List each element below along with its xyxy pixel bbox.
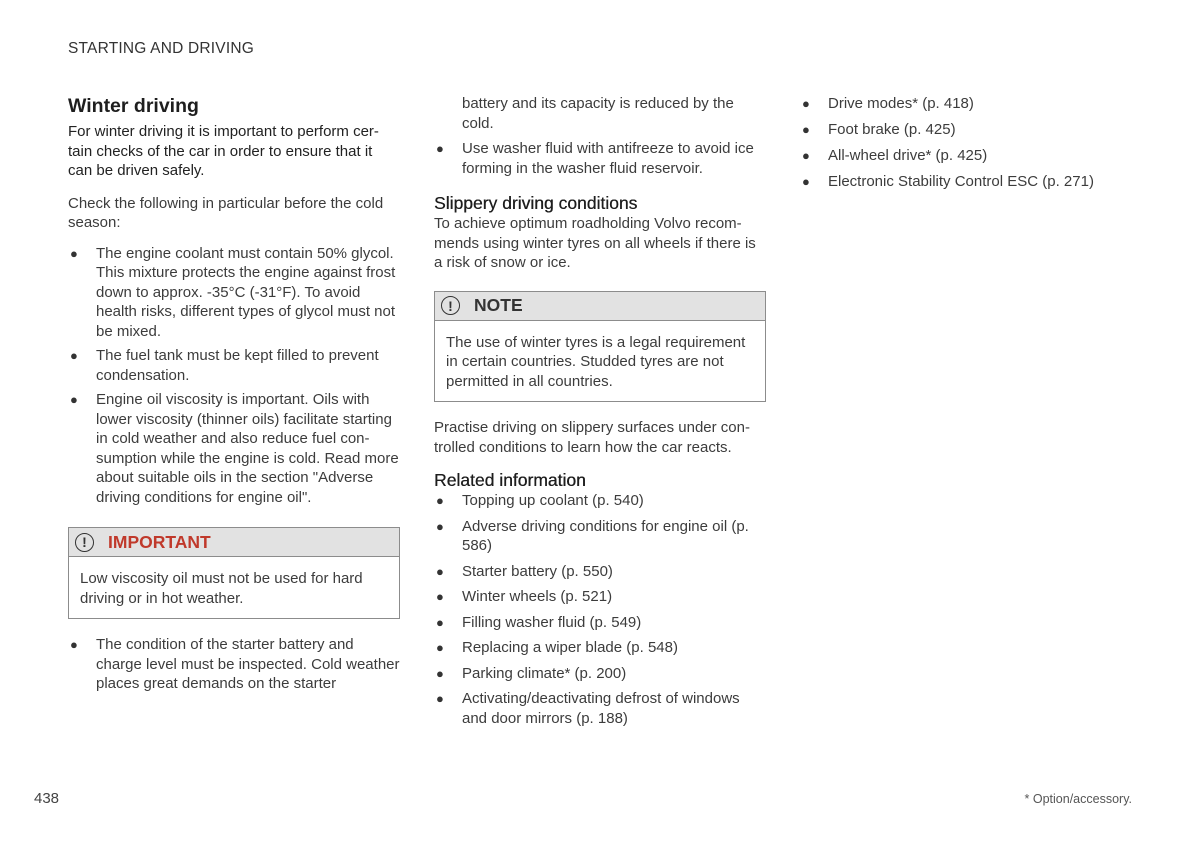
note-box-header [435, 292, 765, 321]
important-box-body [69, 557, 399, 618]
related-link[interactable] [800, 172, 1140, 192]
check-paragraph: Check the following in particular before the cold season: [68, 194, 384, 231]
related-link-text[interactable]: Activating/deactivating defrost of windows and door mirrors (p. 188) [462, 690, 740, 727]
related-link-text[interactable]: Foot brake (p. 425) [828, 121, 956, 138]
related-link[interactable] [434, 587, 766, 607]
related-list [434, 491, 766, 728]
bullet-icon: ● [70, 392, 78, 407]
bullet-icon: ● [802, 96, 810, 111]
related-link-text[interactable]: Adverse driving conditions for engine oil (p. 586) [462, 517, 749, 554]
practise-paragraph: Practise driving on slippery surfaces under con-trolled conditions to learn how the car reacts. [434, 419, 750, 456]
important-box-header [69, 528, 399, 557]
section-title-winter-driving: Winter driving [68, 95, 199, 117]
exclamation-circle-icon: ! [75, 533, 94, 552]
checklist [68, 244, 400, 508]
bullet-icon: ● [802, 122, 810, 137]
bullet-icon: ● [436, 563, 444, 579]
footnote: * Option/accessory. [1024, 792, 1132, 806]
related-link[interactable] [800, 120, 1140, 140]
checklist-continued [68, 635, 400, 694]
related-link-text[interactable]: Drive modes* (p. 418) [828, 95, 974, 112]
bullet-icon: ● [802, 148, 810, 163]
continued-text: battery and its capacity is reduced by the cold. [462, 95, 734, 132]
related-link[interactable] [434, 613, 766, 633]
related-link[interactable] [800, 146, 1140, 166]
related-link[interactable] [434, 689, 766, 728]
column-3 [800, 94, 1140, 192]
important-box [68, 527, 400, 619]
related-link[interactable] [434, 491, 766, 511]
list-item [68, 390, 400, 507]
exclamation-circle-icon: ! [441, 296, 460, 315]
bullet-icon: ● [436, 493, 444, 508]
section-title-slippery: Slippery driving conditions [434, 193, 638, 213]
related-link-text[interactable]: Topping up coolant (p. 540) [462, 492, 644, 509]
related-link-text[interactable]: Electronic Stability Control ESC (p. 271) [828, 173, 1094, 190]
column-2 [434, 94, 766, 728]
bullet-icon: ● [70, 348, 78, 363]
related-link[interactable] [434, 664, 766, 684]
list-item-text: Use washer fluid with antifreeze to avoid ice forming in the washer fluid reservoir. [462, 140, 754, 177]
bullet-icon: ● [70, 245, 78, 261]
running-head: STARTING AND DRIVING [68, 40, 255, 57]
section-title-related: Related information [434, 470, 586, 490]
related-link-text[interactable]: Starter battery (p. 550) [462, 562, 613, 580]
bullet-icon: ● [436, 518, 444, 534]
column-1 [68, 94, 400, 694]
related-link-text[interactable]: Replacing a wiper blade (p. 548) [462, 639, 678, 656]
bullet-icon: ● [436, 691, 444, 706]
list-item [68, 244, 400, 342]
list-item [68, 346, 400, 385]
related-link[interactable] [434, 638, 766, 658]
list-item [68, 635, 400, 694]
bullet-icon: ● [436, 640, 444, 655]
note-title: NOTE [474, 295, 523, 315]
list-item-text: The fuel tank must be kept filled to prevent condensation. [96, 347, 379, 384]
bullet-icon: ● [70, 637, 78, 652]
checklist-tail [434, 139, 766, 178]
note-box-body [435, 321, 765, 402]
note-text: The use of winter tyres is a legal requirement in certain countries. Studded tyres are not permitted in all countries. [446, 333, 746, 390]
related-list-continued [800, 94, 1140, 192]
list-item-text: Engine oil viscosity is important. Oils with lower viscosity (thinner oils) facilitate starting in cold weather and also reduce fuel con-sumption while the engine is cold. Read more about suitable oils in the section "Adverse driving conditions for engine oil". [96, 391, 399, 506]
related-link[interactable] [434, 562, 766, 582]
bullet-icon: ● [436, 665, 444, 681]
slippery-paragraph: To achieve optimum roadholding Volvo recom-mends using winter tyres on all wheels if there is a risk of snow or ice. [434, 215, 756, 271]
bullet-icon: ● [436, 141, 444, 156]
related-link[interactable] [434, 517, 766, 556]
related-link-text[interactable]: Winter wheels (p. 521) [462, 588, 613, 605]
note-box [434, 291, 766, 403]
list-item [434, 139, 766, 178]
bullet-icon: ● [436, 614, 444, 630]
intro-paragraph: For winter driving it is important to perform cer-tain checks of the car in order to ensure that it can be driven safely. [68, 123, 379, 179]
bullet-icon: ● [436, 589, 444, 604]
list-item-text: The condition of the starter battery and charge level must be inspected. Cold weather places great demands on the starter [96, 636, 400, 692]
list-item-text: The engine coolant must contain 50% glycol. This mixture protects the engine against frost down to approx. -35°C (-31°F). To avoid health risks, different types of glycol must not be mixed. [96, 244, 396, 340]
important-text: Low viscosity oil must not be used for hard driving or in hot weather. [80, 570, 363, 607]
important-title: IMPORTANT [108, 531, 211, 552]
related-link-text[interactable]: All-wheel drive* (p. 425) [828, 147, 988, 164]
bullet-icon: ● [802, 174, 810, 189]
related-link-text[interactable]: Filling washer fluid (p. 549) [462, 613, 642, 631]
related-link-text[interactable]: Parking climate* (p. 200) [462, 664, 627, 682]
page-number: 438 [34, 790, 60, 807]
related-link[interactable] [800, 94, 1140, 114]
